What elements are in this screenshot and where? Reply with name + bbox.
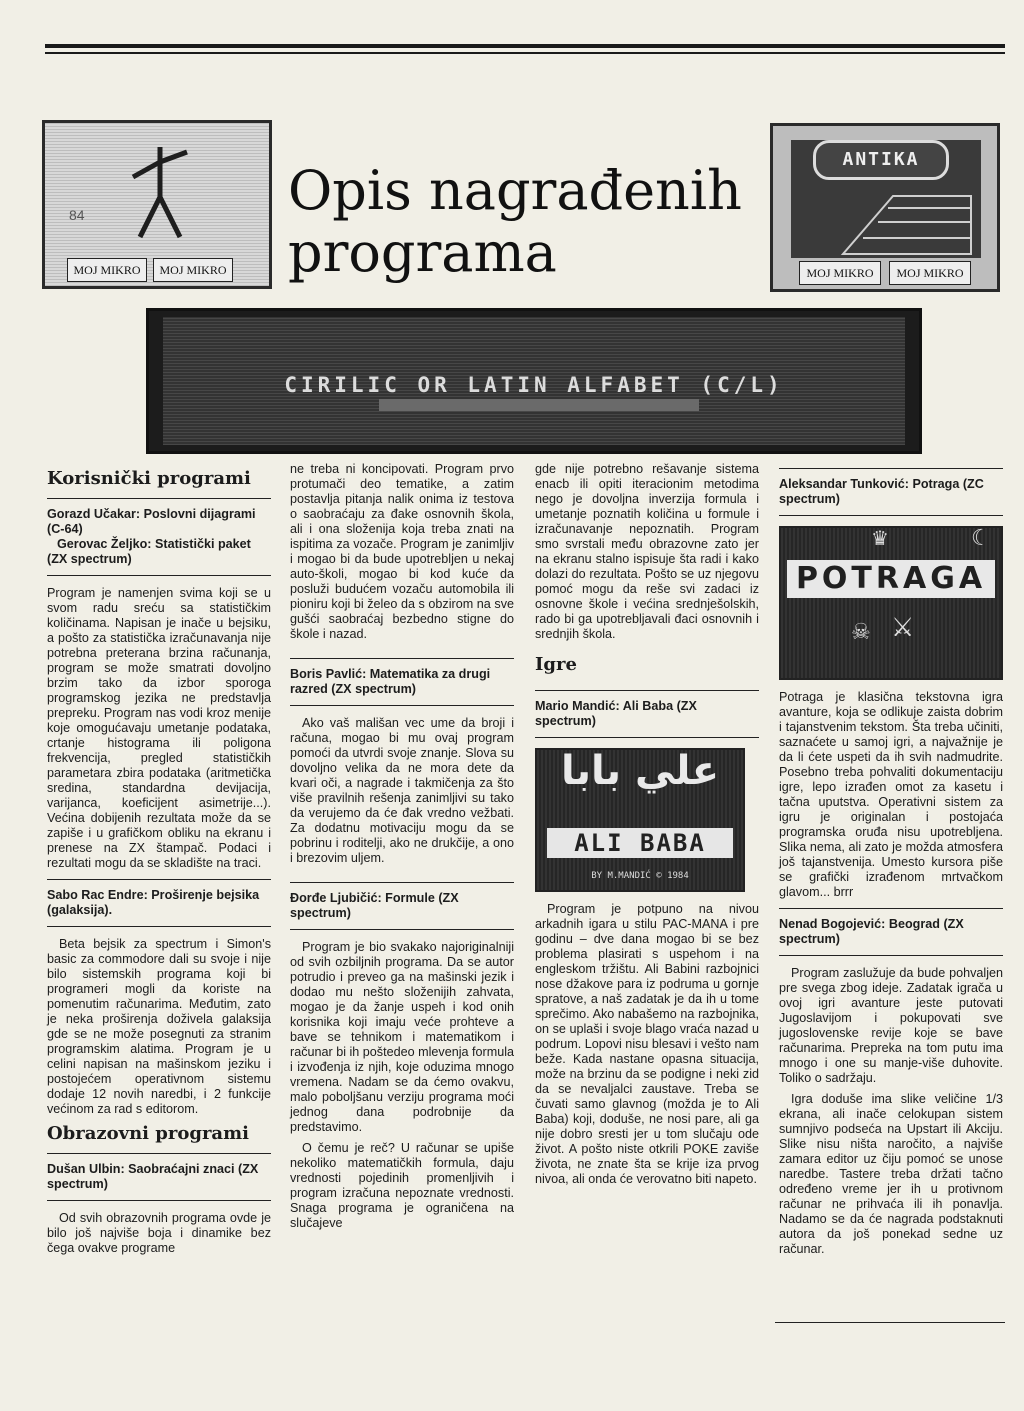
bottom-rule <box>775 1322 1005 1323</box>
stick-figure-icon <box>125 137 195 247</box>
crown-icon: ♛ <box>871 528 889 550</box>
text-saobracajni-cont: ne treba ni koncipovati. Program prvo protumači deo tematike, a zatim postavlja pitanja nalik onima iz testova o saobraćaju za đake osnovnih škola, ali i ona složenija koja treba znati na ispitima za vozače. Program je zanimljiv i mogao bi da bude upotrebljen u nekaj auto-školi, mogao bi kod kuće da posluži budućem vozaču automobila ili pioniru koji bi želeo da s obzirom na sve gušći saobraćaj bezbedno stigne do škole i nazad. <box>290 462 514 641</box>
board-grid-icon <box>833 192 973 256</box>
text-potraga: Potraga je klasična tekstovna igra avanture, koja se odlikuje zaista dobrim i tajanstvenim tekstom. Šta treba učiniti, saznaćete u samoj igri, a najvažnije je da li ćete uspeti da ih svih nadmudrite. Posebno treba pohvaliti dokumentaciju igre, lepo izrađen omot za kasetu i tačna uputstva. Operativni sistem za igru je originalan i postojaća programska oruđa nisu upotrebljena. Slika nema, ali zato je možda atmosfera još tajanstvenija. Umesto kursora piše se grafički izrađenom mrtvačkom glavom... brrr <box>779 690 1003 899</box>
heading-sabo: Sabo Rac Endre: Proširenje bejsika (galaksija). <box>47 879 271 927</box>
heading-bogojevic: Nenad Bogojević: Beograd (ZX spectrum) <box>779 908 1003 956</box>
title-line-1: Opis nagrađenih <box>288 159 742 222</box>
potraga-image <box>779 526 1003 680</box>
heading-ljubicic: Đorđe Ljubičić: Formule (ZX spectrum) <box>290 882 514 930</box>
text-beta-bejsik: Beta bejsik za spectrum i Simon's basic za commodore dali su svoje i nije bilo sistemskih programa koji bi programeri mogli da koriste na pomenutim računarima. Međutim, zato je neka proširenja doživela galaksija gde se ne može posegnuti za stranim programskim alatima. Program je u celini napisan na mašinskom jeziku i postojećem operativnom sistemu dodaje 12 novih naredbi, i 2 funkcije većinom za rad s editorom. <box>47 937 271 1116</box>
screenshot-left <box>42 120 272 289</box>
banner-subline <box>379 399 699 411</box>
potraga-title: POTRAGA <box>787 560 995 598</box>
heading-tunkovic: Aleksandar Tunković: Potraga (ZC spectrum) <box>779 468 1003 516</box>
right-logo-tag-1: MOJ MIKRO <box>799 261 881 285</box>
ali-baba-arabic: علي بابا <box>560 748 720 794</box>
screenshot-right <box>770 123 1000 292</box>
column-2 <box>290 462 514 1237</box>
sword-icon: ⚔ <box>891 612 915 642</box>
section-obrazovni: Obrazovni programi <box>47 1123 249 1144</box>
text-matematika: Ako vaš mališan vec ume da broji i računa, mogao bi mu ovaj program pomoći da utvrdi svoje znanje. Slova su dovoljno velika da ne mora dete da kvari oči, a nagrade i takmičenja za što više pravilnih rešenja zanimljivi su tako da verujemo da će đak vredno vežbati. Za dodatnu motivaciju mogu da se pobrinu i roditelji, ako ne drukčije, a ono i brezovim uljem. <box>290 716 514 865</box>
heading-pavlic: Boris Pavlić: Matematika za drugi razred (ZX spectrum) <box>290 658 514 706</box>
screen-figure <box>125 137 195 247</box>
column-1 <box>47 462 271 1262</box>
ali-baba-title: ALI BABA <box>547 828 733 858</box>
logo-tag-2: MOJ MIKRO <box>153 258 233 282</box>
heading-mandic: Mario Mandić: Ali Baba (ZX spectrum) <box>535 690 759 738</box>
text-obrazovni: Od svih obrazovnih programa ovde je bilo još najviše boja i dinamike bez čega ovakve programe <box>47 1211 271 1255</box>
heading-poslovni <box>47 498 271 576</box>
screen-number: 84 <box>69 207 85 223</box>
text-statisticki: Program je namenjen svima koji se u svom radu sreću sa statističkim količinama. Napisan je inače u bejsiku, a pošto za statistička izračunavanja nije potrebna preterana brzina računanja, program se može smatrati dovoljno brzim tako da izbor sporoga programskog jezika ne predstavlja prepreku. Program nas vodi kroz menije koje omogućavaju umetanje podataka, crtanje histograma ili poligona frekvencija, pregled statističkih parametara zbira podataka (aritmetička sredina, standardna devijacija, varijanca, koeficijent asimetrije...). Većina dobijenih rezultata može da se zapiše i u grafičkom obliku na ekranu i prenese na ZX štampač. Podaci i rezultati mogu da se skladište na traci. <box>47 586 271 870</box>
top-rule-thin <box>45 52 1005 54</box>
right-logo-tag-2: MOJ MIKRO <box>889 261 971 285</box>
column-3 <box>535 462 759 1193</box>
heading-ulbin: Dušan Ulbin: Saobraćajni znaci (ZX spectrum) <box>47 1153 271 1201</box>
text-formule-2: O čemu je reč? U računar se upiše nekoliko matematičkih formula, daju vrednosti pojedinih promenljivih i program izračuna nepoznate vrednosti. Snaga programa je ograničena na slučajeve <box>290 1141 514 1230</box>
text-beograd: Program zaslužuje da bude pohvaljen pre svega zbog ideje. Zadatak igrača u ovoj igri avanture jeste putovati Jugoslavijom i pokupovati sve jugoslovenske revije koje se bave računarima. Prepreka na tom putu ima mnogo i one su manje-više duhovite. Toliko o sadržaju. <box>779 966 1003 1085</box>
section-igre: Igre <box>535 654 577 675</box>
column-4 <box>779 462 1003 1263</box>
ali-baba-credit: BY M.MANDIĆ © 1984 <box>591 871 689 881</box>
section-korisnicki: Korisnički programi <box>47 468 251 489</box>
page-title <box>288 160 742 284</box>
ali-baba-image <box>535 748 745 892</box>
heading-poslovni-a: Gorazd Učakar: Poslovni dijagrami (C-64) <box>47 507 256 536</box>
title-line-2: programa <box>288 221 557 284</box>
text-beograd-2: Igra doduše ima slike veličine 1/3 ekrana, ali inače celokupan sistem sumnjivo podseća na Upstart ili Akciju. Slike nisu ništa naročito, a najviše zamara editor uz čiju pomoć se unose naredbe. Tastere treba držati tačno određeno vreme jer ih u protivnom računar ne prihvaća ili ih ponavlja. Nadamo se da će nagrada podstaknuti autora da još ponekad sedne uz računar. <box>779 1092 1003 1256</box>
top-rule-thick <box>45 44 1005 48</box>
logo-tag-1: MOJ MIKRO <box>67 258 147 282</box>
moon-icon: ☾ <box>971 525 991 550</box>
heading-poslovni-b: Gerovac Željko: Statistički paket (ZX spectrum) <box>47 537 251 566</box>
text-formule-cont: gde nije potrebno rešavanje sistema enacb ili opiti iteracionim metodima nego je dovoljna inverzija formula i umetanje poznatih količina u formule i izračunavanje nepoznatih. Program smo svrstali među obrazovne zato jer na ekranu stalno ispisuje šta radi i kako dolazi do rezultata. Pošto se uz njegovu pomoć mogu da reše svi zadaci iz osnovne škole i većina srednješolskih, rado bi ga upotrebljavali đaci osnovnih i srednjih škola. <box>535 462 759 641</box>
antika-logo: ANTIKA <box>813 140 949 180</box>
alphabet-banner: CIRILIC OR LATIN ALFABET (C/L) <box>284 373 784 397</box>
text-formule: Program je bio svakako najoriginalniji od svih ozbiljnih programa. Da se autor potrudio i preveo ga na mašinski jezik i dodao mu nešto složenijih zahvata, mogao je da žanje uspeh i kod onih korisnika koji imaju veće prohteve a bave se tehnikom i matematikom i računar bi ih poštedeo mlevenja formula i izvođenja iz njih, koje oduzima mnogo vremena. Nadam se da ćemo ovakvu, malo poboljšanu verziju programa moći jednog dana podrobnije da predstavimo. <box>290 940 515 1134</box>
text-ali-baba: Program je potpuno na nivou arkadnih igara u stilu PAC-MANA i pre godinu – dve dana mogao bi se bez problema plasirati s uspehom i na engleskom tržištu. Ali Babini razbojnici nose džakove para iz podruma u gornje spratove, a naš zadatak je da ih u tome sprečimo. Ako nabašemo na razbojnika, on se uplaši i svoje blago vraća nazad u podrum. Lopovi nisu blesavi i veštо nam beže. Kada nastane opasna situacija, može na brzinu da se podigne i neki zid da se nevaljalci zaustave. Treba se čuvati samo glavnog (možda je to Ali Baba) koji, doduše, ne nosi pare, ali ga nije dobro sresti jer u tom slučaju ode život. A pošto niste otkrili POKE zaviše života, ne znate šta se krije iza prvog nivoa, ali onda će verovatno biti napeto. <box>535 902 760 1186</box>
screenshot-center <box>146 308 922 454</box>
skull-icon: ☠ <box>851 619 871 644</box>
